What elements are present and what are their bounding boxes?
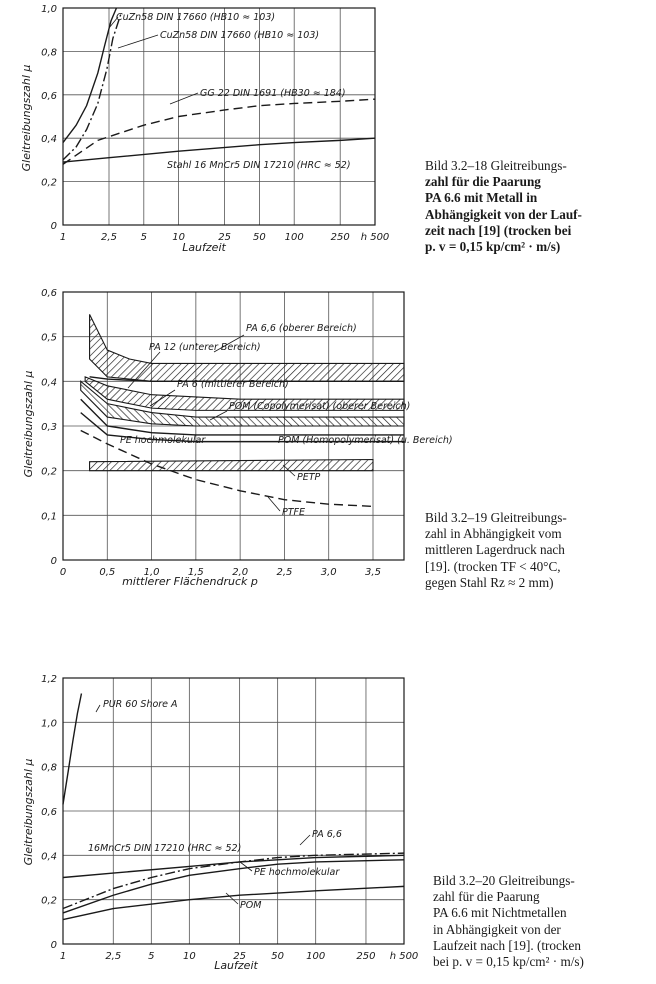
caption-bild-3-2-18 <box>425 158 582 255</box>
leader-line <box>300 835 310 845</box>
series-line <box>63 138 375 162</box>
x-tick-label: 1 <box>59 951 67 962</box>
x-tick-label: 100 <box>306 951 326 962</box>
x-tick-label: 5 <box>140 232 147 243</box>
x-tick-label: 25 <box>233 951 246 962</box>
x-tick-label: 250 <box>330 232 350 243</box>
series-label: Stahl 16 MnCr5 DIN 17210 (HRC ≈ 52) <box>167 160 351 171</box>
caption-line: bei p. v = 0,15 kp/cm² · m/s) <box>433 954 584 970</box>
y-tick-label: 0,8 <box>41 47 57 59</box>
caption-line: zahl für die Paarung <box>433 889 540 905</box>
chart-friction-metal <box>20 4 389 254</box>
series-band <box>90 460 373 471</box>
x-tick-label: h 500 <box>360 232 390 243</box>
caption-line: zeit nach [19] (trocken bei <box>425 222 572 238</box>
x-tick-label: 10 <box>172 232 185 243</box>
y-tick-label: 0,2 <box>41 177 57 189</box>
leader-line <box>268 497 280 511</box>
leader-line <box>96 705 100 712</box>
x-tick-label: 0 <box>59 567 67 578</box>
caption-bild-3-2-19 <box>425 510 567 591</box>
series-line <box>63 12 121 160</box>
series-line <box>63 694 81 805</box>
y-tick-label: 0,8 <box>41 762 57 774</box>
x-tick-label: 1,0 <box>143 567 160 578</box>
x-tick-label: 50 <box>271 951 285 962</box>
caption-line: zahl in Abhängigkeit vom <box>425 526 562 542</box>
x-tick-label: 25 <box>218 232 231 243</box>
series-line <box>63 8 116 143</box>
y-axis-label: Gleitreibungszahl μ <box>20 64 33 172</box>
y-tick-label: 0,2 <box>41 895 57 907</box>
y-tick-label: 0 <box>50 940 57 951</box>
leader-line <box>118 35 158 48</box>
y-tick-label: 0,6 <box>41 288 57 299</box>
chart-friction-nonmetal <box>22 674 418 972</box>
x-tick-label: 2,0 <box>232 567 249 578</box>
series-label: PA 6 (mittlerer Bereich) <box>177 379 289 390</box>
x-tick-label: h 500 <box>389 951 419 962</box>
x-tick-label: 100 <box>284 232 304 243</box>
y-tick-label: 0 <box>50 556 57 567</box>
series-label: GG 22 DIN 1691 (HB30 ≈ 184) <box>200 88 346 99</box>
series-label: CuZn58 DIN 17660 (HB10 ≈ 103) <box>160 30 320 41</box>
caption-line: PA 6.6 mit Nichtmetallen <box>433 905 567 921</box>
y-tick-label: 0,5 <box>41 332 57 344</box>
x-tick-label: 5 <box>148 951 155 962</box>
x-tick-label: 10 <box>182 951 196 962</box>
caption-line: in Abhängigkeit von der <box>433 921 561 937</box>
series-label: POM (Homopolymerisat) (u. Bereich) <box>278 435 453 446</box>
caption-line: [19]. (trocken TF < 40°C, <box>425 558 561 574</box>
caption-line: Bild 3.2–19 Gleitreibungs- <box>425 510 567 525</box>
series-label: PE hochmolekular <box>254 867 340 878</box>
x-tick-label: 250 <box>356 951 376 962</box>
x-tick-label: 3,5 <box>365 567 381 578</box>
series-label: PUR 60 Shore A <box>103 699 178 710</box>
y-tick-label: 0,6 <box>41 807 57 818</box>
x-tick-label: 2,5 <box>276 567 293 578</box>
x-tick-label: 2,5 <box>101 232 117 243</box>
y-axis-label: Gleitreibungszahl μ <box>22 370 35 478</box>
y-tick-label: 0,4 <box>41 134 57 146</box>
x-axis-label: Laufzeit <box>214 959 258 972</box>
y-tick-label: 1,0 <box>41 718 57 730</box>
caption-line: Laufzeit nach [19]. (trocken <box>433 937 581 953</box>
x-tick-label: 1 <box>59 232 67 243</box>
series-label: PA 6,6 <box>312 829 342 840</box>
y-axis-label: Gleitreibungszahl μ <box>22 758 35 866</box>
caption-line: Bild 3.2–20 Gleitreibungs- <box>433 873 575 888</box>
series-label: PA 12 (unterer Bereich) <box>149 342 261 353</box>
y-tick-label: 0,4 <box>41 377 57 389</box>
y-tick-label: 1,0 <box>41 4 57 15</box>
y-tick-label: 1,2 <box>41 674 57 685</box>
series-label: PA 6,6 (oberer Bereich) <box>246 323 357 334</box>
series-label: PTFE <box>282 507 305 518</box>
caption-line: gegen Stahl Rz ≈ 2 mm) <box>425 574 554 590</box>
leader-line <box>226 893 238 904</box>
series-label: CuZn58 DIN 17660 (HB10 ≈ 103) <box>116 12 276 23</box>
x-tick-label: 0,5 <box>99 567 116 578</box>
series-line <box>63 99 375 164</box>
series-label: PE hochmolekular <box>120 435 206 446</box>
caption-bild-3-2-20 <box>433 873 584 970</box>
y-tick-label: 0,6 <box>41 90 57 102</box>
series-line <box>63 886 404 919</box>
chart-friction-pressure <box>22 288 453 588</box>
caption-line: mittleren Lagerdruck nach <box>425 542 565 558</box>
y-tick-label: 0,2 <box>41 466 57 478</box>
series-label: 16MnCr5 DIN 17210 (HRC ≈ 52) <box>88 843 242 854</box>
caption-line: PA 6.6 mit Metall in <box>425 190 538 206</box>
y-tick-label: 0 <box>50 221 57 232</box>
caption-line: zahl für die Paarung <box>425 174 541 190</box>
x-axis-label: mittlerer Flächendruck p <box>122 575 258 588</box>
series-label: PETP <box>297 472 321 483</box>
x-tick-label: 50 <box>253 232 266 243</box>
x-tick-label: 3,0 <box>320 567 337 578</box>
x-tick-label: 2,5 <box>105 951 122 962</box>
series-line <box>63 860 404 913</box>
leader-line <box>240 862 252 871</box>
x-axis-label: Laufzeit <box>182 241 226 254</box>
caption-line: Bild 3.2–18 Gleitreibungs- <box>425 158 567 173</box>
series-line <box>63 855 404 877</box>
caption-line: p. v = 0,15 kp/cm² · m/s) <box>425 239 561 255</box>
y-tick-label: 0,3 <box>41 422 57 433</box>
series-label: POM (Copolymerisat) (oberer Bereich) <box>229 401 411 412</box>
caption-line: Abhängigkeit von der Lauf- <box>425 206 582 222</box>
y-tick-label: 0,1 <box>41 511 57 523</box>
y-tick-label: 0,4 <box>41 851 57 863</box>
series-label: POM <box>240 900 262 911</box>
x-tick-label: 1,5 <box>187 567 204 578</box>
